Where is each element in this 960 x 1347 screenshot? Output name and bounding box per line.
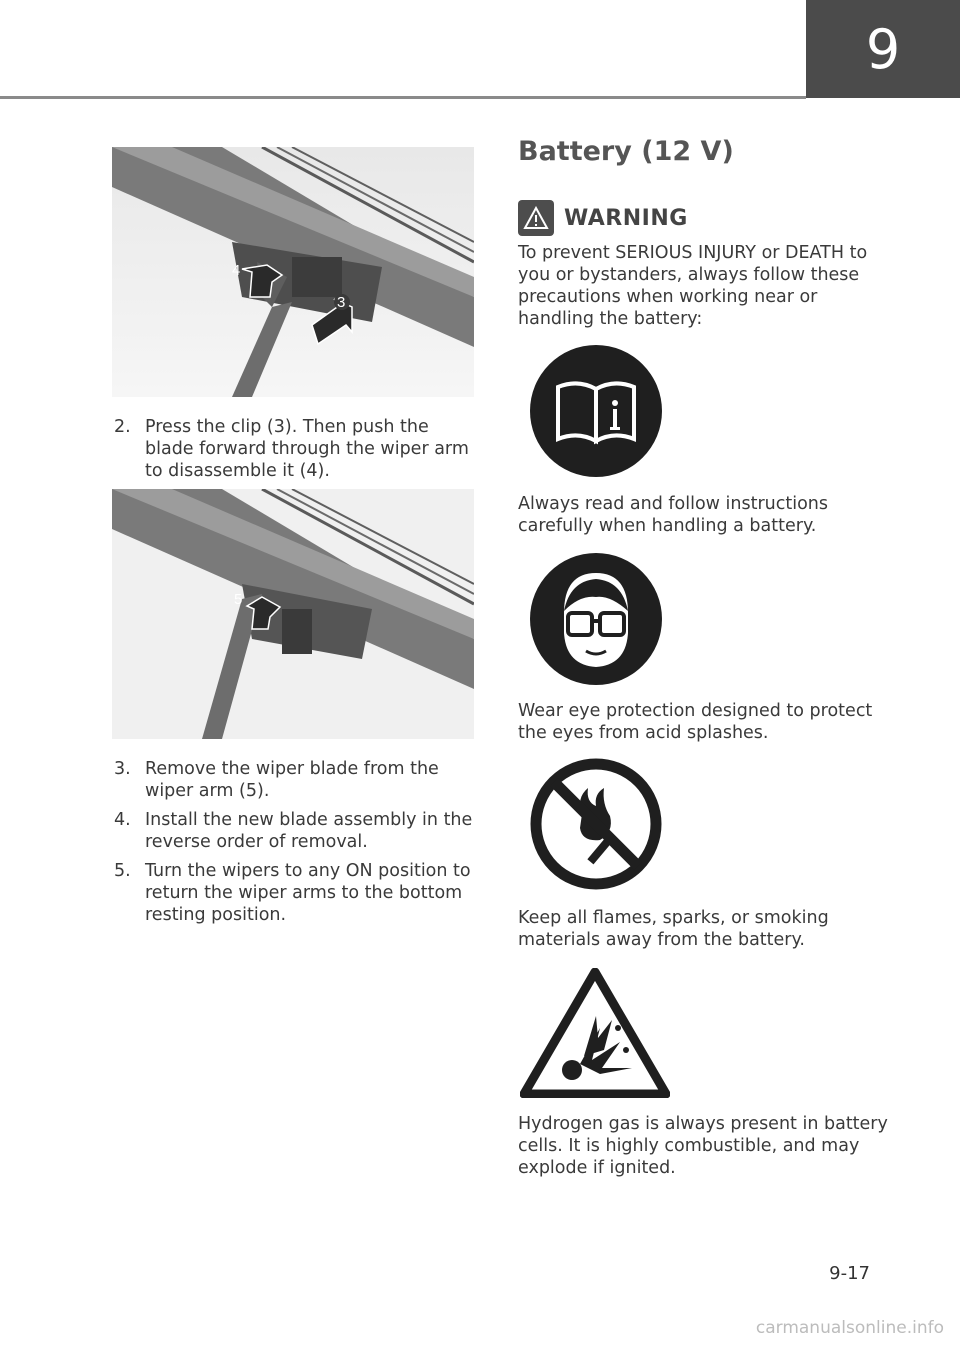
eye-protection-icon	[530, 553, 662, 689]
warning-text: To prevent SERIOUS INJURY or DEATH to you or bystanders, always follow these precautions when working near or handling the battery:	[518, 243, 868, 329]
header-rule	[0, 96, 806, 99]
step-list-part-1	[114, 416, 474, 489]
callout-5: 5	[234, 591, 243, 608]
explosion-hazard-icon	[520, 968, 670, 1102]
step-item	[114, 860, 474, 926]
step-text: Remove the wiper blade from the wiper arm (5).	[145, 759, 439, 801]
step-text: Install the new blade assembly in the reverse order of removal.	[145, 810, 473, 852]
step-number: 5.	[114, 861, 131, 881]
warning-label: WARNING	[564, 205, 688, 231]
step-text: Turn the wipers to any ON position to return the wiper arms to the bottom resting position.	[145, 861, 471, 925]
wiper-figure-remove	[112, 489, 474, 739]
step-text: Press the clip (3). Then push the blade forward through the wiper arm to disassemble it (4).	[145, 417, 469, 481]
step-number: 3.	[114, 759, 131, 779]
chapter-tab	[806, 0, 960, 98]
instruction-text-flames: Keep all flames, sparks, or smoking materials away from the battery.	[518, 908, 829, 950]
callout-3: 3	[337, 294, 346, 311]
step-number: 4.	[114, 810, 131, 830]
step-list-part-2	[114, 758, 474, 933]
step-item	[114, 809, 474, 853]
chapter-number: 9	[865, 17, 901, 81]
wiper-figure-clip	[112, 147, 474, 397]
step-number: 2.	[114, 417, 131, 437]
step-item	[114, 758, 474, 802]
warning-heading	[518, 200, 688, 236]
watermark: carmanualsonline.info	[755, 1318, 944, 1338]
callout-4: 4	[232, 262, 241, 279]
instruction-text-hydrogen: Hydrogen gas is always present in battery cells. It is highly combustible, and may explode if ignited.	[518, 1114, 888, 1178]
read-manual-icon	[530, 345, 662, 481]
page-number: 9-17	[829, 1263, 870, 1284]
instruction-text-read: Always read and follow instructions carefully when handling a battery.	[518, 494, 829, 536]
section-title: Battery (12 V)	[518, 136, 734, 167]
no-flames-icon	[530, 758, 662, 894]
step-item	[114, 416, 474, 482]
warning-triangle-icon	[518, 200, 554, 236]
instruction-text-eye: Wear eye protection designed to protect the eyes from acid splashes.	[518, 701, 873, 743]
